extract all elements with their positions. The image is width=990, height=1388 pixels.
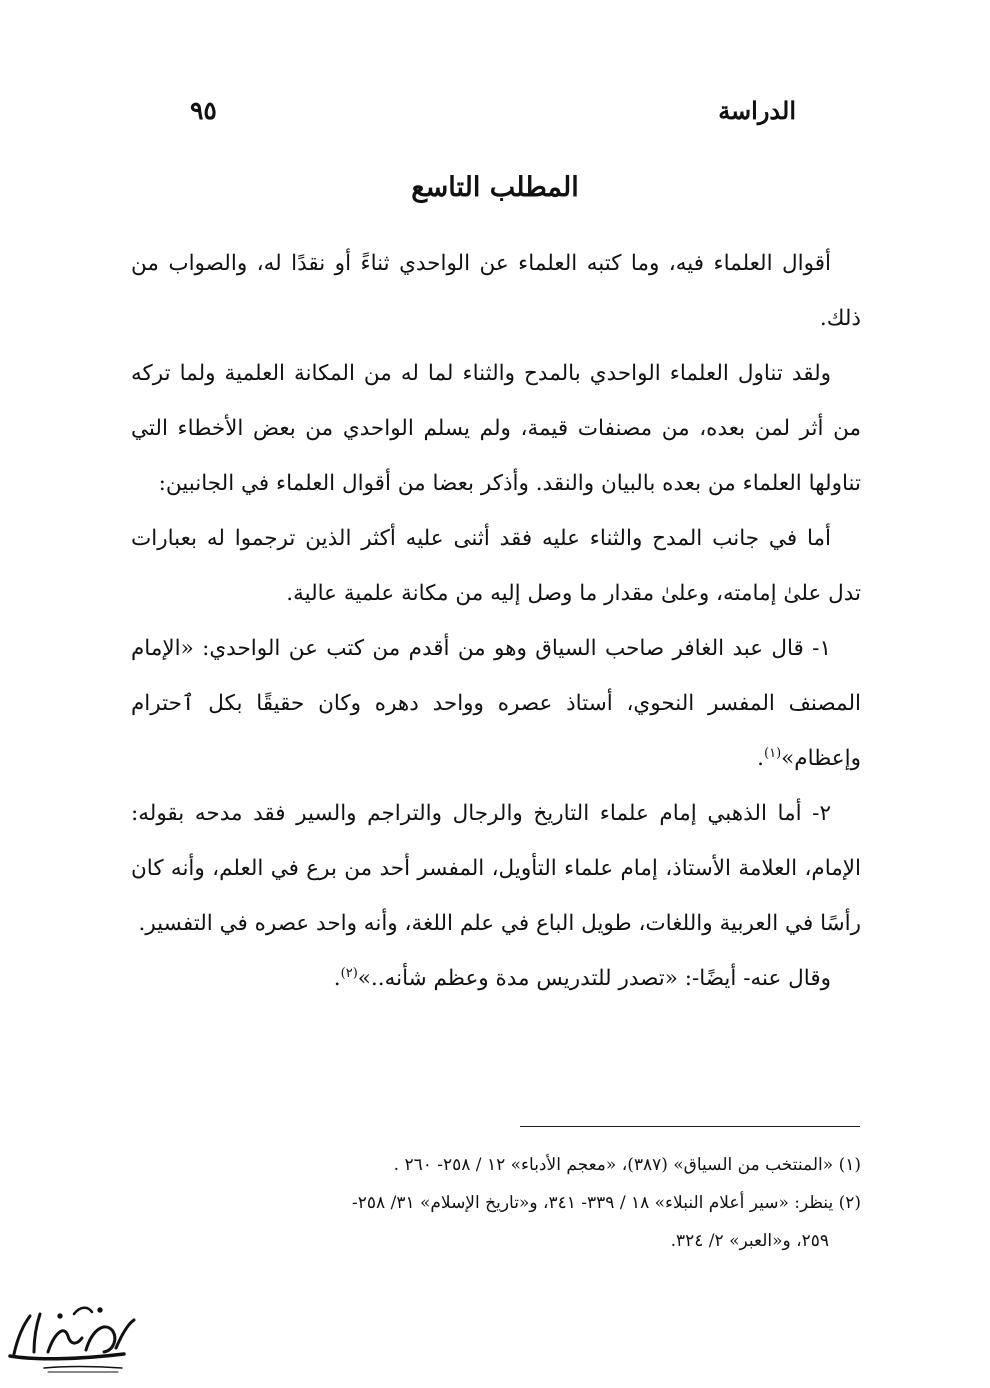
footnote-ref-1[interactable]: (١) — [764, 745, 782, 761]
running-title: الدراسة — [718, 96, 796, 125]
paragraph-1: ولقد تناول العلماء الواحدي بالمدح والثناء لما له من المكانة العلمية ولما تركه من أثر لمن بعده، من مصنفات قيمة، ولم يسلم الواحدي من بعض الأخطاء التي تناولها العلماء من بعده بالبيان والنقد. وأذكر بعضا من أقوال العلماء في الجانبين: — [131, 361, 861, 496]
footnote-divider — [520, 1126, 860, 1127]
paragraph-5-end: . — [333, 966, 341, 991]
page-number: ٩٥ — [190, 96, 217, 125]
footnotes — [131, 1146, 861, 1260]
paragraph-5 — [131, 951, 861, 1006]
paragraph-3 — [131, 621, 861, 786]
paragraph-3-text: ١- قال عبد الغافر صاحب السياق وهو من أقدم من كتب عن الواحدي: «الإمام المصنف المفسر النحوي، أستاذ عصره وواحد دهره وكان حقيقًا بكل ٱحترام وإعظام» — [131, 636, 861, 771]
library-stamp-icon — [4, 1294, 140, 1378]
body-text — [131, 236, 861, 1006]
paragraph-3-end: . — [757, 746, 765, 771]
intro-paragraph — [131, 236, 861, 346]
footnote-2-line-2: ٢٥٩، و«العبر» ٢/ ٣٢٤. — [670, 1231, 829, 1251]
footnote-1: (١) «المنتخب من السياق» (٣٨٧)، «معجم الأدباء» ١٢ / ٢٥٨- ٢٦٠ . — [393, 1155, 861, 1175]
paragraph-2: أما في جانب المدح والثناء عليه فقد أثنى عليه أكثر الذين ترجموا له بعبارات تدل علىٰ إمامته، وعلىٰ مقدار ما وصل إليه من مكانة علمية عالية. — [131, 526, 861, 606]
footnote-2-line-1: (٢) ينظر: «سير أعلام النبلاء» ١٨ / ٣٣٩- ٣٤١، و«تاريخ الإسلام» ٣١/ ٢٥٨- — [352, 1193, 861, 1213]
footnote-ref-2[interactable]: (٢) — [340, 965, 358, 981]
paragraph-4: ٢- أما الذهبي إمام علماء التاريخ والرجال والتراجم والسير فقد مدحه بقوله: الإمام، العلامة الأستاذ، إمام علماء التأويل، المفسر أحد من برع في العلم، وأنه كان رأسًا في العربية واللغات، طويل الباع في علم اللغة، وأنه واحد عصره في التفسير. — [131, 801, 861, 936]
intro-line-2: والصواب من ذلك. — [131, 251, 861, 331]
section-heading: المطلب التاسع — [411, 172, 579, 203]
paragraph-5-text: وقال عنه- أيضًا-: «تصدر للتدريس مدة وعظم شأنه..» — [357, 966, 831, 991]
running-head — [190, 96, 796, 140]
intro-line-1: أقوال العلماء فيه، وما كتبه العلماء عن الواحدي ثناءً أو نقدًا له، — [256, 251, 831, 276]
